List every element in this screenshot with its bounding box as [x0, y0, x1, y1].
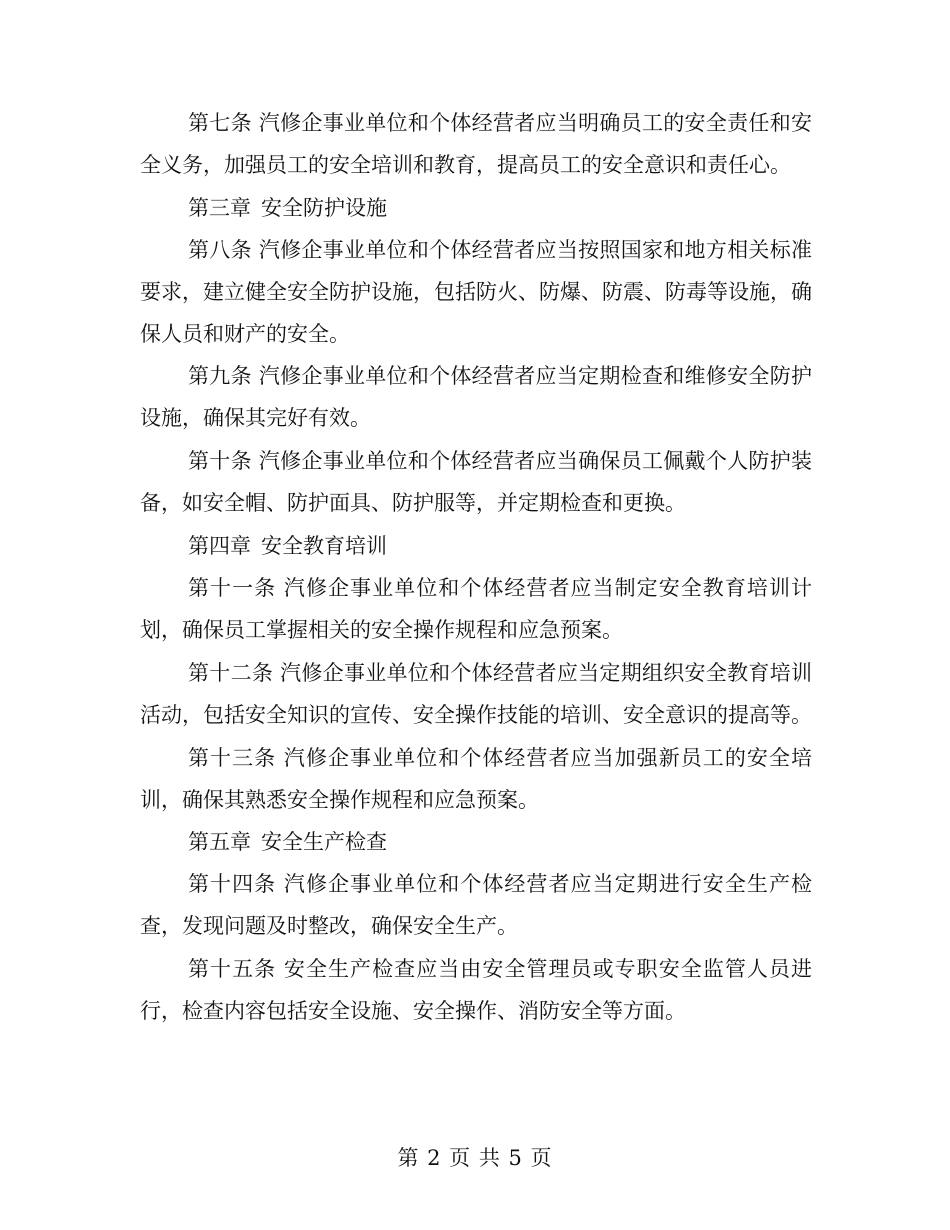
article-13: 第十三条 汽修企事业单位和个体经营者应当加强新员工的安全培训，确保其熟悉安全操作规程和应急预案。: [140, 745, 812, 812]
chapter-number: 第四章: [188, 534, 251, 559]
chapter-5-heading: [140, 822, 812, 864]
chapter-number: 第五章: [188, 830, 251, 855]
page-number-footer: 第 2 页 共 5 页: [397, 1146, 553, 1170]
document-body: [140, 103, 812, 1034]
article-8: 第八条 汽修企事业单位和个体经营者应当按照国家和地方相关标准要求，建立健全安全防护设施，包括防火、防爆、防震、防毒等设施，确保人员和财产的安全。: [140, 237, 812, 346]
article-7: 第七条 汽修企事业单位和个体经营者应当明确员工的安全责任和安全义务，加强员工的安全培训和教育，提高员工的安全意识和责任心。: [140, 111, 812, 177]
chapter-number: 第三章: [188, 195, 251, 220]
article-10: 第十条 汽修企事业单位和个体经营者应当确保员工佩戴个人防护装备，如安全帽、防护面具、防护服等，并定期检查和更换。: [140, 449, 812, 516]
article-11: 第十一条 汽修企事业单位和个体经营者应当制定安全教育培训计划，确保员工掌握相关的安全操作规程和应急预案。: [140, 575, 812, 642]
article-9: 第九条 汽修企事业单位和个体经营者应当定期检查和维修安全防护设施，确保其完好有效。: [140, 364, 812, 431]
chapter-3-heading: [140, 188, 812, 230]
article-14: 第十四条 汽修企事业单位和个体经营者应当定期进行安全生产检查，发现问题及时整改，确保安全生产。: [140, 872, 812, 939]
article-15: 第十五条 安全生产检查应当由安全管理员或专职安全监管人员进行，检查内容包括安全设施、安全操作、消防安全等方面。: [140, 957, 812, 1024]
chapter-title: 安全防护设施: [261, 195, 387, 220]
chapter-title: 安全教育培训: [261, 534, 387, 559]
article-12: 第十二条 汽修企事业单位和个体经营者应当定期组织安全教育培训活动，包括安全知识的宣传、安全操作技能的培训、安全意识的提高等。: [140, 660, 812, 727]
chapter-4-heading: [140, 526, 812, 568]
chapter-title: 安全生产检查: [261, 830, 387, 855]
